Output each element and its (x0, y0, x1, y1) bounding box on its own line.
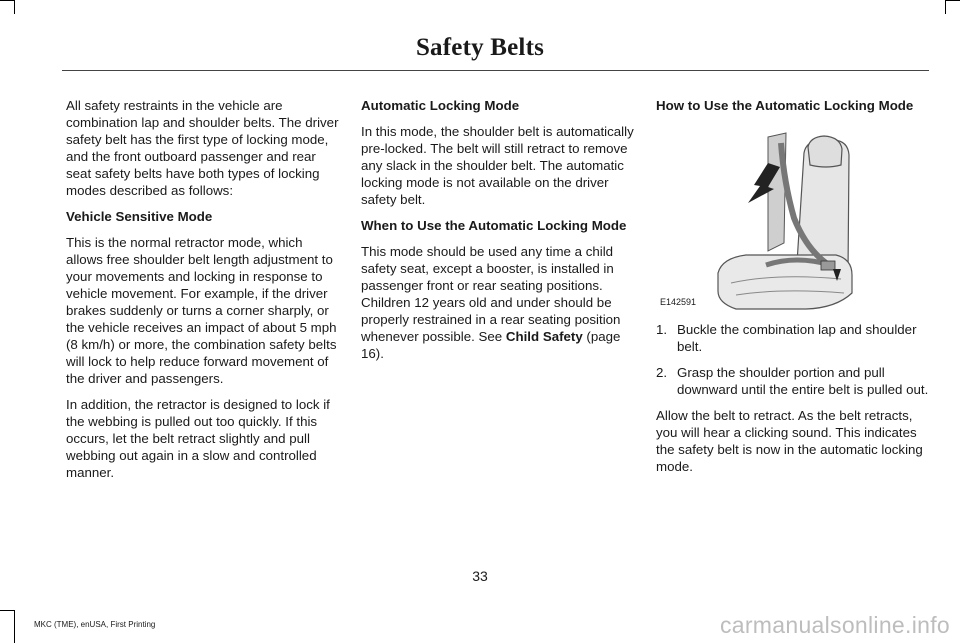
crop-mark (946, 0, 960, 1)
page-title: Safety Belts (415, 34, 545, 61)
heading-how-to-use: How to Use the Automatic Locking Mode (656, 98, 914, 113)
page-number: 33 (472, 568, 488, 584)
list-item (656, 321, 930, 355)
automatic-locking-paragraph: In this mode, the shoulder belt is automatically pre-locked. The belt will still retract to remove any slack in the shoulder belt. The automatic locking mode is not available on the driver safety belt. (361, 124, 634, 207)
title-divider (62, 70, 929, 71)
step-text: Grasp the shoulder portion and pull downward until the entire belt is pulled out. (677, 365, 929, 397)
crop-mark (14, 610, 15, 643)
seat-belt-illustration (656, 123, 930, 313)
step-number: 2. (656, 365, 668, 380)
step-number: 1. (656, 322, 668, 337)
column-3 (656, 97, 930, 484)
column-2 (361, 97, 635, 371)
vehicle-sensitive-paragraph: This is the normal retractor mode, which allows free shoulder belt length adjustment to your movements and locking in response to vehicle movement. For example, if the driver brakes suddenly or turns a corner sharply, or the vehicle receives an impact of about 5 mph (8 km/h) or more, the combination safety belts will lock to help reduce forward movement of the driver and passengers. (66, 235, 337, 386)
when-to-use-text: This mode should be used any time a child safety seat, except a booster, is installed in passenger front or rear seating positions. Children 12 years old and under should be properly restrained in a rear seating position whenever possible. See (361, 244, 621, 344)
crop-mark (0, 610, 14, 611)
page-reference: (page 16). (361, 329, 621, 361)
column-1 (66, 97, 340, 490)
heading-when-to-use: When to Use the Automatic Locking Mode (361, 218, 627, 233)
heading-vehicle-sensitive-mode: Vehicle Sensitive Mode (66, 209, 213, 224)
step-text: Buckle the combination lap and shoulder belt. (677, 322, 917, 354)
crop-mark (0, 0, 14, 1)
crop-mark (945, 0, 946, 14)
when-to-use-paragraph (361, 243, 635, 362)
child-safety-link[interactable]: Child Safety (505, 329, 583, 344)
steps-list (656, 321, 930, 398)
edition-footer: MKC (TME), enUSA, First Printing (34, 620, 156, 629)
seat-illustration (656, 123, 930, 313)
crop-mark (14, 0, 15, 14)
figure-code: E142591 (660, 297, 697, 307)
intro-paragraph: All safety restraints in the vehicle are combination lap and shoulder belts. The driver safety belt has the first type of locking mode, and the front outboard passenger and rear seat safety belts have both types of locking modes described as follows: (66, 98, 339, 198)
retractor-paragraph: In addition, the retractor is designed to lock if the webbing is pulled out too quickly. If this occurs, let the belt retract slightly and pull webbing out again in a slow and controlled manner. (66, 397, 330, 480)
heading-automatic-locking-mode: Automatic Locking Mode (361, 98, 520, 113)
list-item (656, 364, 930, 398)
watermark: carmanualsonline.info (719, 612, 950, 638)
retract-paragraph: Allow the belt to retract. As the belt retracts, you will hear a clicking sound. This indicates the safety belt is now in the automatic locking mode. (656, 408, 923, 474)
